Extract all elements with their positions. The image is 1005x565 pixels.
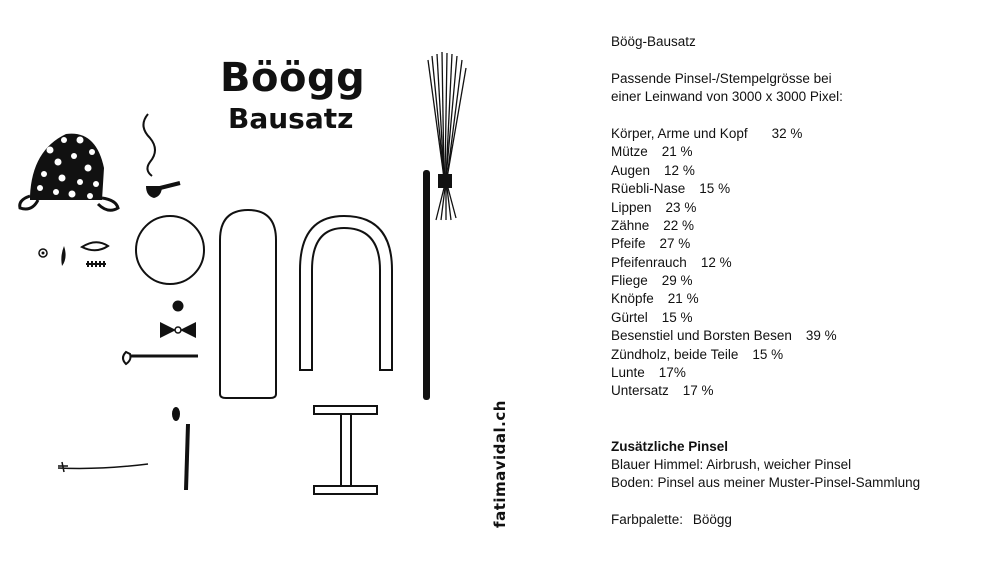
brush-size-label: Rüebli-Nase [611,181,686,197]
brush-size-row [611,364,1001,382]
brush-size-value: 15 % [752,346,784,362]
brush-size-row [611,382,1001,400]
brush-size-row [611,272,1001,290]
brush-size-value: 15 % [699,181,731,197]
brush-size-label: Lippen [611,199,652,215]
brush-size-row [611,290,1001,308]
palette-value: Böögg [692,512,732,528]
brush-size-row [611,162,1001,180]
brush-size-row [611,309,1001,327]
head-part [136,216,204,284]
brush-size-value: 29 % [661,273,693,289]
brush-size-label: Augen [611,162,651,178]
brush-size-row [611,327,1001,345]
arms-part [300,216,392,370]
brush-size-value: 21 % [667,291,699,307]
bow-tie-part [160,322,196,338]
brush-size-label: Zündholz, beide Teile [611,346,739,362]
brush-size-label: Pfeife [611,236,646,252]
base-stand-part [314,406,377,494]
brush-size-label: Gürtel [611,309,648,325]
brush-size-label: Knöpfe [611,291,654,307]
brush-size-value: 22 % [663,217,695,233]
body-part [220,210,276,398]
brush-size-label: Pfeifenrauch [611,254,687,270]
fuse-part [58,462,148,472]
brush-size-row [611,125,1001,143]
extra-brush-sky: Blauer Himmel: Airbrush, weicher Pinsel [611,457,852,472]
nose-part [61,246,65,266]
brush-size-row [611,254,1001,272]
brush-size-label: Untersatz [611,383,669,399]
brush-size-value: 27 % [659,236,691,252]
brush-size-value: 23 % [665,199,697,215]
info-panel [611,33,1001,530]
brush-size-label: Besenstiel und Borsten Besen [611,328,792,344]
brush-size-row [611,143,1001,161]
poster-subtitle: Bausatz [228,102,354,135]
broom-bristles-part [428,52,466,220]
extra-brush-ground: Boden: Pinsel aus meiner Muster-Pinsel-Sammlung [611,475,921,491]
eye-part [39,249,47,257]
brush-size-row [611,180,1001,198]
brush-size-value: 17 % [682,383,714,399]
brush-size-label: Zähne [611,217,650,233]
brush-size-label: Lunte [611,365,645,381]
hat-part [20,134,118,211]
brush-size-label: Körper, Arme und Kopf [611,125,748,141]
brush-size-value: 39 % [805,328,837,344]
intro-line-2: einer Leinwand von 3000 x 3000 Pixel: [611,89,843,105]
extra-brushes-heading: Zusätzliche Pinsel [611,438,729,454]
pipe-part [146,183,180,198]
brush-size-value: 12 % [664,162,695,178]
intro-line-1: Passende Pinsel-/Stempelgrösse bei [611,70,832,86]
broom-handle-part [423,170,430,400]
brush-size-label: Fliege [611,273,648,289]
pipe-smoke-part [143,114,155,176]
palette-line [611,511,1001,529]
info-heading: Böög-Bausatz [611,34,696,49]
brush-size-value: 12 % [700,254,732,270]
brush-size-value: 21 % [661,144,693,160]
website-label: fatimavidal.ch [490,400,509,528]
brush-size-label: Mütze [611,144,648,160]
belt-part [123,352,198,364]
lips-part [82,242,108,250]
teeth-part [86,261,106,267]
brush-size-value: 17% [658,365,686,381]
brush-size-row [611,235,1001,253]
brush-size-value: 15 % [661,309,693,325]
button-part [173,301,184,312]
brush-size-row [611,199,1001,217]
poster-title: Böögg [220,55,366,101]
matchstick-part [172,407,188,490]
palette-label: Farbpalette: [611,512,684,528]
brush-size-row [611,346,1001,364]
brush-size-list [611,125,1001,401]
brush-size-value: 32 % [771,125,803,141]
brush-size-row [611,217,1001,235]
